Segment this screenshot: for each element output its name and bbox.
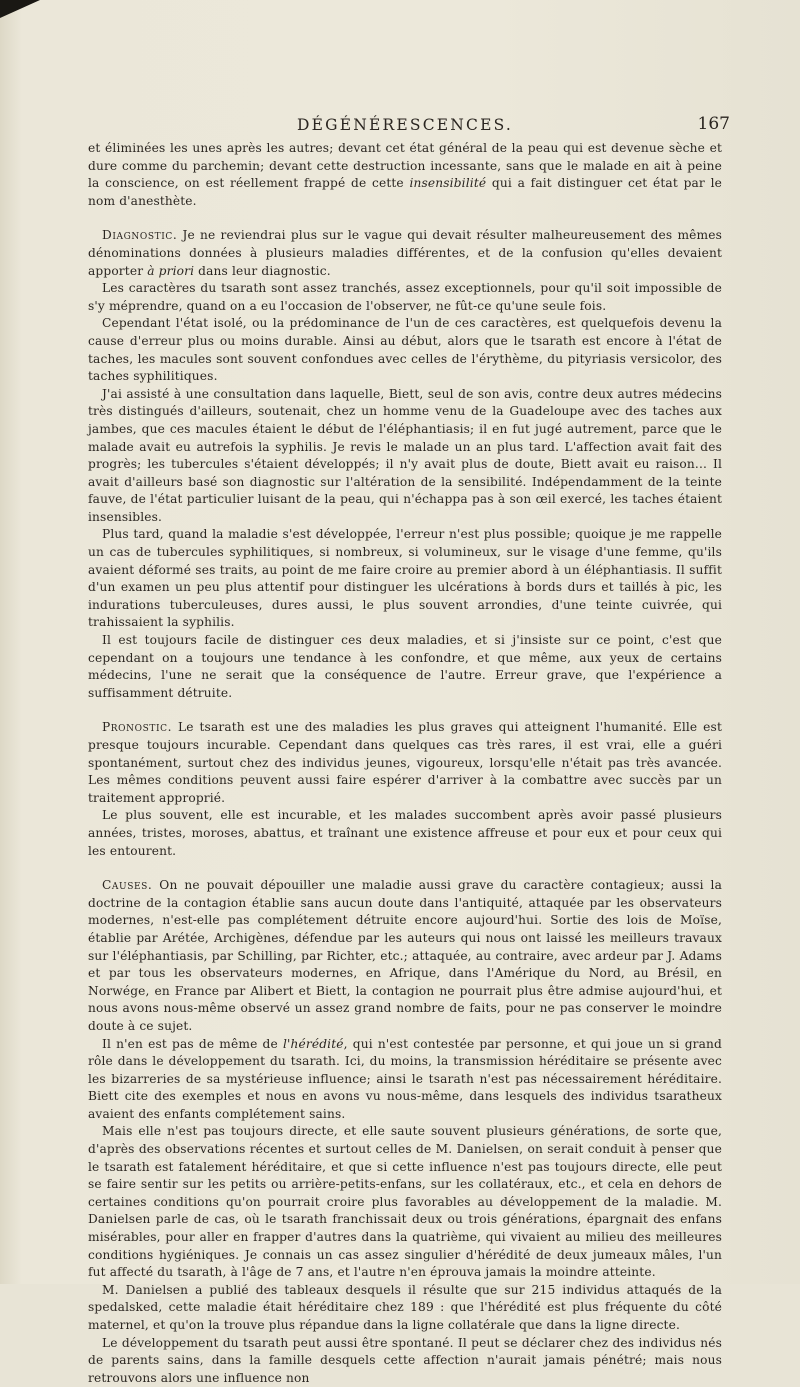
paragraph: Le développement du tsarath peut aussi être spontané. Il peut se déclarer chez des individus nés de parents sains, dans la famille desquels cette affection n'aurait jamais pénétré; mais nous retrouvons alors une influence non bbox=[88, 1335, 722, 1385]
page-number: 167 bbox=[697, 114, 730, 134]
section-heading: Pronostic. bbox=[102, 720, 173, 735]
paragraph: Il n'en est pas de même de l'hérédité, qui n'est contestée par personne, et qui joue un si grand rôle dans le développement du tsarath. Ici, du moins, la transmission héréditaire se présente avec les bizarreries de sa mystérieuse influence; ainsi le tsarath n'est pas nécessairement héréditaire. Biett cite des exemples et nous en avons vu nous-même, dans lesquels des individus tsaratheux avaient des enfants complétement sains. bbox=[88, 1036, 722, 1121]
paragraph: et éliminées les unes après les autres; devant cet état général de la peau qui est devenue sèche et dure comme du parchemin; devant cette destruction incessante, sans que le malade en ait à peine la conscience, on est réellement frappé de cette insensibilité qui a fait distinguer cet état par le nom d'anesthète. bbox=[88, 141, 722, 208]
running-title: DÉGÉNÉRESCENCES. bbox=[296, 116, 514, 134]
paragraph: M. Danielsen a publié des tableaux desquels il résulte que sur 215 individus attaqués de la spedalsked, cette maladie était héréditaire chez 189 : que l'hérédité est plus fréquente du côté maternel, et qu'on la trouve plus répandue dans la ligne collatérale que dans la ligne directe. bbox=[88, 1282, 722, 1332]
body-text bbox=[88, 140, 722, 1387]
section-paragraph: Pronostic. Le tsarath est une des maladies les plus graves qui atteignent l'humanité. Elle est presque toujours incurable. Cependant dans quelques cas très rares, il est vrai, elle a guéri spontanément, surtout chez des individus jeunes, vigoureux, lorsqu'elle n'était pas très avancée. Les mêmes conditions peuvent aussi faire espérer d'arriver à la combattre avec succès par un traitement approprié. bbox=[88, 720, 722, 805]
section-heading: Diagnostic. bbox=[102, 228, 178, 243]
italic-term: insensibilité bbox=[409, 176, 487, 191]
italic-term: à priori bbox=[147, 263, 195, 278]
paragraph: J'ai assisté à une consultation dans laquelle, Biett, seul de son avis, contre deux autres médecins très distingués d'ailleurs, soutenait, chez un homme venu de la Guadeloupe avec des taches aux jambes, que ces macules étaient le début de l'éléphantiasis; il en fut jugé autrement, parce que le malade avait eu autrefois la syphilis. Je revis le malade un an plus tard. L'affection avait fait des progrès; les tubercules s'étaient développés; il n'y avait plus de doute, Biett avait eu raison... Il avait d'ailleurs basé son diagnostic sur l'altération de la sensibilité. Indépendamment de la teinte fauve, de l'état particulier luisant de la peau, qui n'échappa pas à son œil exercé, les taches étaient insensibles. bbox=[88, 386, 722, 524]
paragraph: Il est toujours facile de distinguer ces deux maladies, et si j'insiste sur ce point, c'est que cependant on a toujours une tendance à les confondre, et que même, aux yeux de certains médecins, l'une ne serait que la conséquence de l'autre. Erreur grave, que l'expérience a suffisamment détruite. bbox=[88, 633, 722, 700]
paragraph: Plus tard, quand la maladie s'est développée, l'erreur n'est plus possible; quoique je me rappelle un cas de tubercules syphilitiques, si nombreux, si volumineux, sur le visage d'une femme, qu'ils avaient déformé ses traits, au point de me faire croire au premier abord à un éléphantiasis. Il suffit d'un examen un peu plus attentif pour distinguer les ulcérations à bords durs et taillés à pic, les indurations tuberculeuses, dures aussi, le plus souvent arrondies, d'une teinte cuivrée, qui trahissaient la syphilis. bbox=[88, 527, 722, 630]
page-corner-mark bbox=[0, 0, 40, 18]
section-paragraph: Diagnostic. Je ne reviendrai plus sur le vague qui devait résulter malheureusement des mêmes dénominations données à plusieurs maladies différentes, et de la confusion qu'elles devaient apporter à priori dans leur diagnostic. bbox=[88, 228, 722, 278]
italic-term: l'hérédité bbox=[282, 1036, 344, 1051]
section-paragraph: Causes. On ne pouvait dépouiller une maladie aussi grave du caractère contagieux; aussi la doctrine de la contagion établie sans aucun doute dans l'antiquité, attaquée par les observateurs modernes, n'est-elle pas complétement détruite encore aujourd'hui. Sortie des lois de Moïse, établie par Arétée, Archigènes, défendue par les auteurs qui nous ont laissé les meilleurs travaux sur l'éléphantiasis, par Schilling, par Richter, etc.; attaquée, au contraire, avec ardeur par J. Adams et par tous les observateurs modernes, en Afrique, dans l'Amérique du Nord, au Brésil, en Norwége, en France par Alibert et Biett, la contagion ne pourrait plus être admise aujourd'hui, et nous avons nous-même observé un assez grand nombre de faits, pour ne pas conserver le moindre doute à ce sujet. bbox=[88, 878, 722, 1033]
section-heading: Causes. bbox=[102, 878, 153, 893]
paragraph: Cependant l'état isolé, ou la prédominance de l'un de ces caractères, est quelquefois devenu la cause d'erreur plus ou moins durable. Ainsi au début, alors que le tsarath est encore à l'état de taches, les macules sont souvent confondues avec celles de l'érythème, du pityriasis versicolor, des taches syphilitiques. bbox=[88, 316, 722, 384]
page-header bbox=[88, 114, 730, 138]
paragraph: Les caractères du tsarath sont assez tranchés, assez exceptionnels, pour qu'il soit impossible de s'y méprendre, quand on a eu l'occasion de l'observer, ne fût-ce qu'une seule fois. bbox=[88, 281, 722, 313]
paragraph: Le plus souvent, elle est incurable, et les malades succombent après avoir passé plusieurs années, tristes, moroses, abattus, et traînant une existence affreuse et pour eux et pour ceux qui les entourent. bbox=[88, 808, 722, 858]
paragraph: Mais elle n'est pas toujours directe, et elle saute souvent plusieurs générations, de sorte que, d'après des observations récentes et surtout celles de M. Danielsen, on serait conduit à penser que le tsarath est fatalement héréditaire, et que si cette influence n'est pas toujours directe, elle peut se faire sentir sur les petits ou arrière-petits-enfans, sur les collatéraux, etc., et cela en dehors de certaines conditions qu'on pourrait croire plus favorables au développement de la maladie. M. Danielsen parle de cas, où le tsarath franchissait deux ou trois générations, épargnait des enfans misérables, pour aller en frapper d'autres dans la quatrième, qui vivaient au milieu des meilleures conditions hygiéniques. Je connais un cas assez singulier d'hérédité de deux jumeaux mâles, l'un fut affecté du tsarath, à l'âge de 7 ans, et l'autre n'en éprouva jamais la moindre atteinte. bbox=[88, 1124, 722, 1280]
